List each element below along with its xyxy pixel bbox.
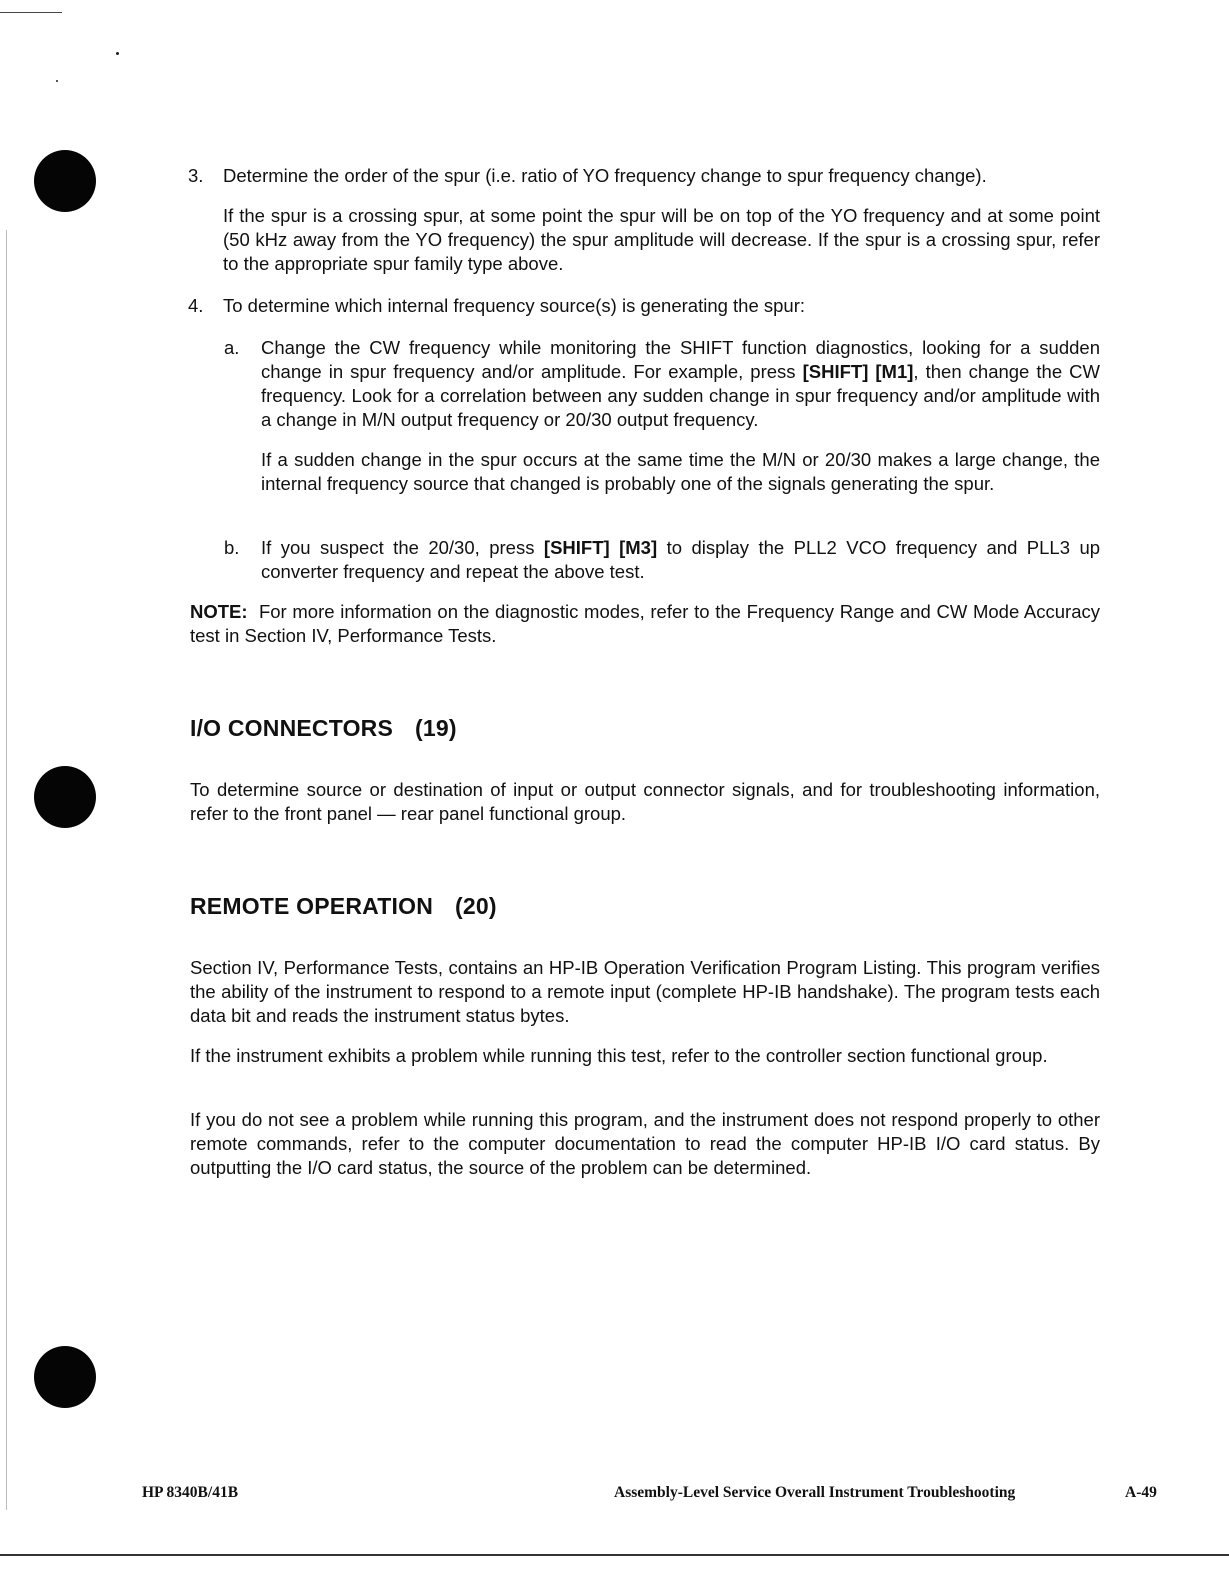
io-connectors-heading [190,716,457,740]
sub-step-text [261,336,1100,432]
sub-step-text-part: If you suspect the 20/30, press [261,537,535,558]
binder-hole-bottom [34,1346,96,1408]
footer-model: HP 8340B/41B [142,1484,239,1501]
scan-speck [56,80,58,82]
sub-step-text [261,536,1100,584]
section-code: (20) [455,893,497,919]
footer-title: Assembly-Level Service Overall Instrument Troubleshooting [614,1484,1016,1501]
key-sequence: [SHIFT] [M1] [802,361,914,382]
margin-line [6,230,7,1510]
step-number: 4. [188,295,204,316]
remote-operation-heading [190,894,497,918]
remote-operation-para-1: Section IV, Performance Tests, contains an HP-IB Operation Verification Program Listing. This program verifies the ability of the instrument to respond to a remote input (complete HP-IB handshake). The program tests each data bit and reads the instrument status bytes. [190,957,1100,1026]
remote-operation-para-3: If you do not see a problem while running this program, and the instrument does not respond properly to other remote commands, refer to the computer documentation to read the computer HP-IB I/O card status. By outputting the I/O card status, the source of the problem can be determined. [190,1109,1100,1178]
sub-step-letter: a. [224,337,240,358]
bottom-rule [0,1554,1229,1556]
step-4a-detail: If a sudden change in the spur occurs at the same time the M/N or 20/30 makes a large change, the internal frequency source that changed is probably one of the signals generating the spur. [261,449,1100,494]
sub-step-text-part: , then change the CW frequency. Look for a correlation between any sudden change in spur frequency and/or amplitude with a change in M/N output frequency or 20/30 output frequency. [261,361,1100,430]
remote-operation-para-2: If the instrument exhibits a problem while running this test, refer to the controller section functional group. [190,1045,1048,1066]
binder-hole-top [34,150,96,212]
note-label: NOTE: [190,601,248,622]
key-sequence: [SHIFT] [M3] [543,537,658,558]
step-number: 3. [188,165,204,186]
step-4b [224,536,1100,584]
step-3 [190,164,1100,188]
step-text: To determine which internal frequency source(s) is generating the spur: [223,295,806,316]
io-connectors-text: To determine source or destination of input or output connector signals, and for troubleshooting information, refer to the front panel — rear panel functional group. [190,779,1100,824]
page-number: A-49 [1125,1484,1157,1501]
step-4a [224,336,1100,432]
section-title: REMOTE OPERATION [190,893,434,919]
step-4 [190,294,1100,318]
sub-step-text-part: Change the CW frequency while monitoring the SHIFT function diagnostics, looking for a sudden change in spur frequency and/or amplitude. For example, press [261,337,1100,382]
top-left-rule [0,12,62,13]
note-text: For more information on the diagnostic modes, refer to the Frequency Range and CW Mode Accuracy test in Section IV, Performance Tests. [190,601,1100,646]
section-title: I/O CONNECTORS [190,715,394,741]
step-3-detail: If the spur is a crossing spur, at some point the spur will be on top of the YO frequency and at some point (50 kHz away from the YO frequency) the spur amplitude will decrease. If the spur is a crossing spur, refer to the appropriate spur family type above. [223,205,1100,274]
sub-step-text-part: to display the PLL2 VCO frequency and PLL3 up converter frequency and repeat the above test. [261,537,1101,582]
scan-speck [116,52,119,55]
step-text: Determine the order of the spur (i.e. ratio of YO frequency change to spur frequency change). [223,165,987,186]
binder-hole-middle [34,766,96,828]
sub-step-letter: b. [224,537,240,558]
note [190,600,1100,648]
section-code: (19) [415,715,457,741]
